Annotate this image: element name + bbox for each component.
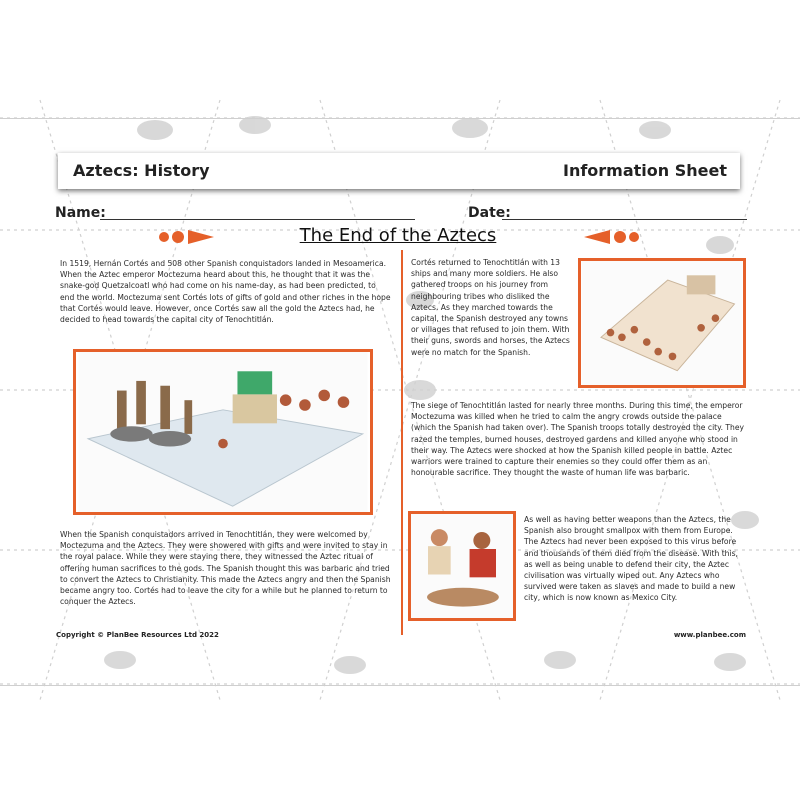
paragraph-smallpox: As well as having better weapons than the Aztecs, the Spanish also brought smallpox with them from Europe. The Aztecs had never been exposed to this virus before and thousands of them died from the disease. With this, as well as being unable to defend their city, the Aztec civilisation was virtually wiped out. Any Aztecs who survived were taken as slaves and made to build a new city, which is now known as Mexico City. [524, 515, 738, 603]
website-link[interactable]: www.planbee.com [673, 631, 746, 639]
name-label: Name: [55, 205, 106, 221]
aztec-feather-ornament-icon [158, 228, 216, 246]
subject-title: Aztecs: History [73, 161, 210, 180]
paragraph-siege: The siege of Tenochtitlán lasted for nearly three months. During this time, the emperor Moctezuma was killed when he tried to calm the angry crowds outside the palace (which the Spanish had taken over). The Spanish troops totally destroyed the city. They razed the temples, burned houses, destroyed gardens and killed anyone who stood in their way. The Aztecs were shocked at how the Spanish killed people in battle. Aztec warriors were trained to capture their enemies so they could offer them as an honourable sacrifice. They thought the waste of human life was barbaric. [411, 401, 745, 478]
procession-illustration [73, 349, 373, 515]
sheet-type-title: Information Sheet [562, 161, 727, 180]
date-line[interactable] [502, 219, 747, 220]
smallpox-illustration [408, 511, 516, 621]
siege-image [581, 261, 743, 385]
name-line[interactable] [100, 219, 415, 220]
siege-illustration [578, 258, 746, 388]
copyright-text: Copyright © PlanBee Resources Ltd 2022 [56, 631, 219, 639]
aztec-feather-ornament-icon [582, 228, 640, 246]
date-label: Date: [468, 205, 511, 221]
smallpox-image [411, 514, 513, 618]
page-title: The End of the Aztecs [299, 225, 497, 246]
paragraph-arrival: In 1519, Hernán Cortés and 508 other Spanish conquistadors landed in Mesoamerica. When the Aztec emperor Moctezuma heard about this, he thought that it was the snake-god Quetzalcoatl who had come on his name-day, as had been predicted, to end the world. Moctezuma sent Cortés lots of gifts of gold and other riches in the hope that Cortés would leave. However, once Cortés saw all the gold the Aztecs had, he decided to head towards the capital city of Tenochtitlán. [60, 259, 391, 325]
header-bar [58, 153, 740, 189]
procession-image [76, 352, 370, 512]
column-divider [401, 250, 403, 635]
paragraph-return: Cortés returned to Tenochtitlán with 13 ships and many more soldiers. He also gathered troops on his journey from neighbouring tribes who disliked the Aztecs. As they marched towards the capital, the Spanish destroyed any towns or villages that refused to join them. With their guns, swords and horses, the Aztecs were no match for the Spanish. [411, 258, 570, 357]
paragraph-welcome: When the Spanish conquistadors arrived in Tenochtitlán, they were welcomed by Moctezuma and the Aztecs. They were showered with gifts and were invited to stay in the royal palace. While they were staying there, they witnessed the Aztec ritual of offering human sacrifices to the gods. The Spanish thought this was barbaric and tried to convert the Aztecs to Christianity. This made the Aztecs angry and then the Spanish became angry too. Cortés had to leave the city for a while but he planned to return to conquer the Aztecs. [60, 530, 391, 607]
